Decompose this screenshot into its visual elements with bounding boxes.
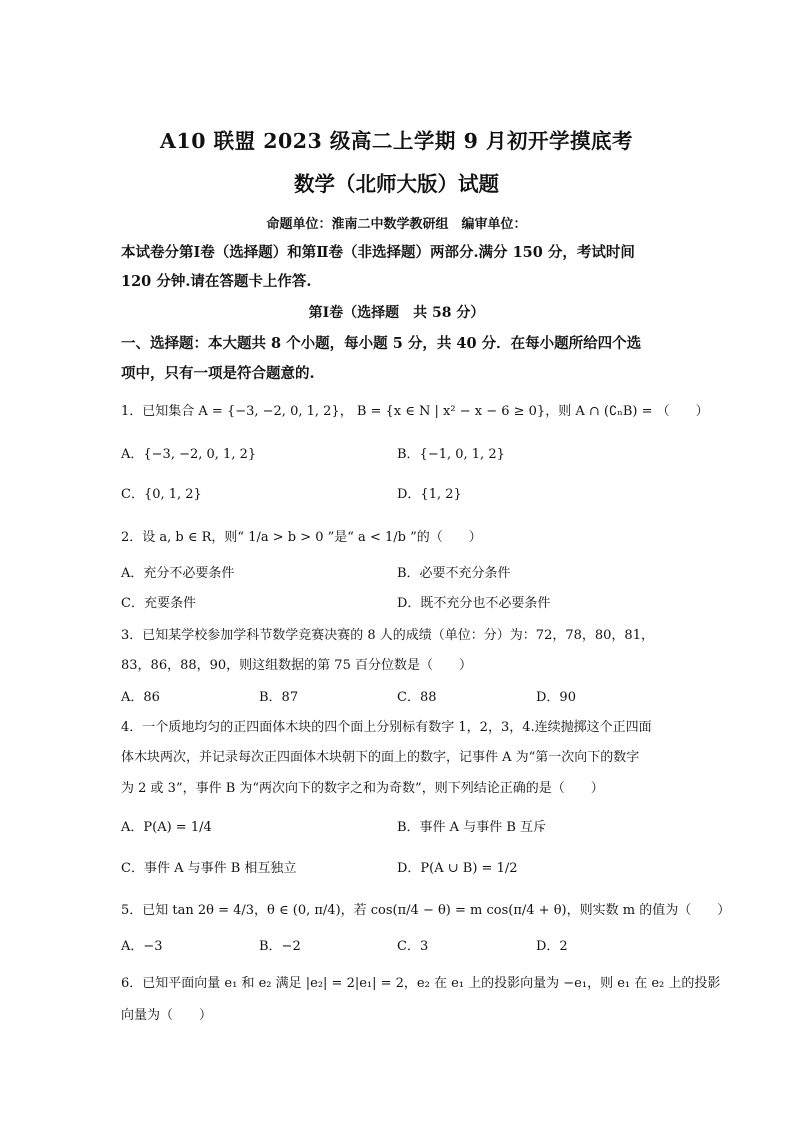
question-1-option-a: A．{−3, −2, 0, 1, 2} [121,447,257,462]
question-5-text: 5．已知 tan 2θ = 4/3，θ ∈ (0, π/4)，若 cos(π/4 − θ) = m cos(π/4 + θ)，则实数 m 的值为（ ） [121,903,731,918]
question-5-option-c: C．3 [397,939,429,954]
intro-line-1: 本试卷分第Ⅰ卷（选择题）和第Ⅱ卷（非选择题）两部分.满分 150 分，考试时间 [121,244,635,261]
question-6-text-2: 向量为（ ） [121,1008,213,1023]
question-5-option-a: A．−3 [121,939,163,954]
exam-units: 命题单位：淮南二中数学教研组 编审单位： [266,217,527,232]
question-4-option-a: A．P(A) = 1/4 [121,820,212,835]
question-5-option-d: D．2 [536,939,568,954]
question-3-option-c: C．88 [397,690,437,705]
part-instructions-2: 项中，只有一项是符合题意的. [121,365,315,382]
question-4-option-d: D．P(A ∪ B) = 1/2 [397,861,518,876]
question-3-option-a: A．86 [121,690,160,705]
question-5-option-b: B．−2 [259,939,301,954]
question-3-text-2: 83，86，88，90，则这组数据的第 75 百分位数是（ ） [121,658,472,673]
question-2-option-a: A．充分不必要条件 [121,566,235,581]
question-4-text-1: 4．一个质地均匀的正四面体木块的四个面上分别标有数字 1，2，3，4.连续抛掷这个正四面 [121,720,652,735]
question-2-option-b: B．必要不充分条件 [397,566,511,581]
question-4-option-c: C．事件 A 与事件 B 相互独立 [121,861,297,876]
question-2-option-c: C．充要条件 [121,596,196,611]
question-3-option-d: D．90 [536,690,576,705]
question-1-text: 1．已知集合 A = {−3, −2, 0, 1, 2}， B = {x ∈ N | x² − x − 6 ≥ 0}，则 A ∩ (∁ₙB) = （ ） [121,404,709,419]
part-instructions-1: 一、选择题：本大题共 8 个小题，每小题 5 分，共 40 分．在每小题所给四个选 [121,335,642,352]
intro-line-2: 120 分钟.请在答题卡上作答. [121,273,312,290]
question-4-option-b: B．事件 A 与事件 B 互斥 [397,820,547,835]
question-1-option-b: B．{−1, 0, 1, 2} [397,447,505,462]
question-3-option-b: B．87 [259,690,299,705]
question-4-text-2: 体木块两次，并记录每次正四面体木块朝下的面上的数字，记事件 A 为“第一次向下的数字 [121,750,640,765]
question-2-text: 2．设 a, b ∈ R，则“ 1/a > b > 0 ”是“ a < 1/b ”的（ ） [121,530,482,545]
question-4-text-3: 为 2 或 3”，事件 B 为“两次向下的数字之和为奇数”，则下列结论正确的是（ ） [121,781,604,796]
question-6-text-1: 6．已知平面向量 e₁ 和 e₂ 满足 |e₂| = 2|e₁| = 2，e₂ 在 e₁ 上的投影向量为 −e₁，则 e₁ 在 e₂ 上的投影 [121,976,721,991]
question-1-option-c: C．{0, 1, 2} [121,487,202,502]
question-1-option-d: D．{1, 2} [397,487,462,502]
question-3-text-1: 3．已知某学校参加学科节数学竞赛决赛的 8 人的成绩（单位：分）为：72，78，80，81， [121,628,654,643]
section-title: 第Ⅰ卷（选择题 共 58 分） [308,305,485,321]
exam-title: A10 联盟 2023 级高二上学期 9 月初开学摸底考 [160,129,633,153]
question-2-option-d: D．既不充分也不必要条件 [397,596,551,611]
exam-subtitle: 数学（北师大版）试题 [294,172,499,196]
